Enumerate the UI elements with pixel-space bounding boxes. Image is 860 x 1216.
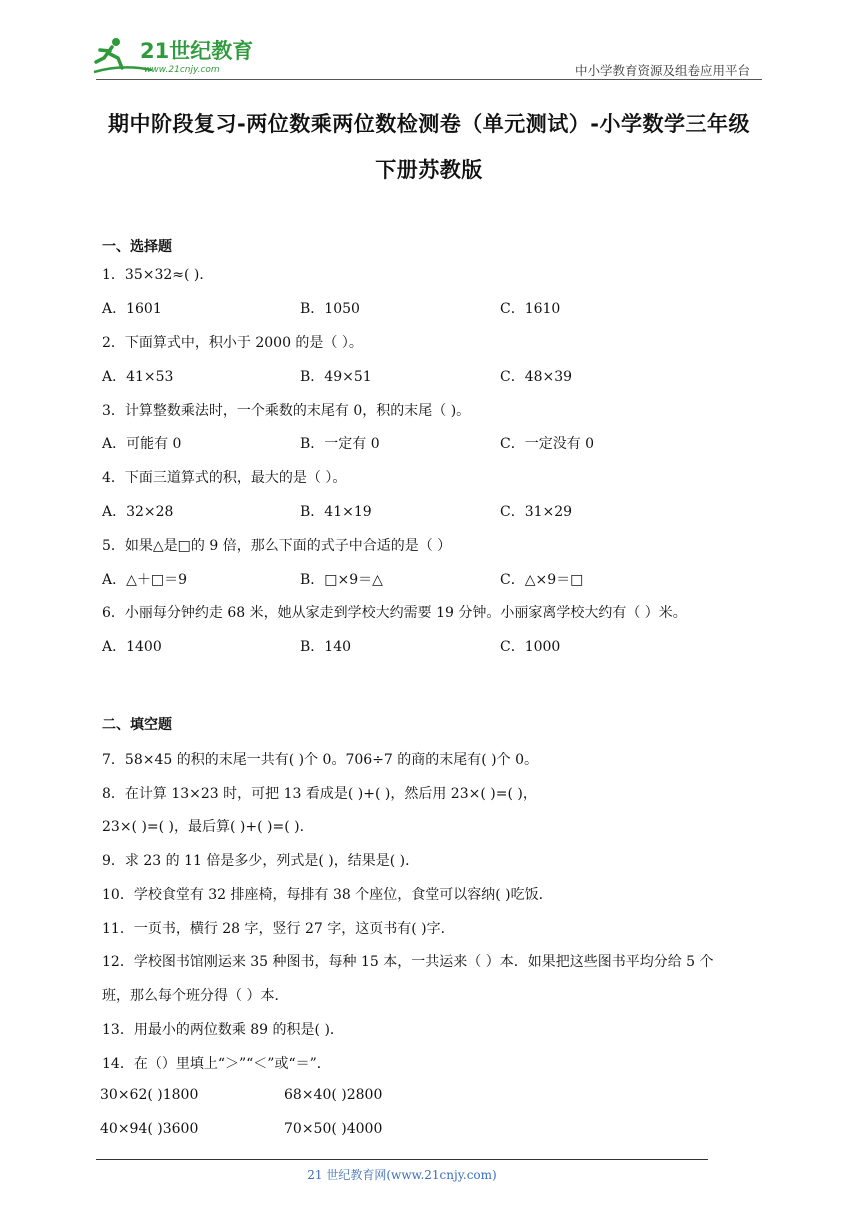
question-5: 5．如果△是□的 9 倍，那么下面的式子中合适的是（ ） bbox=[102, 538, 452, 554]
question-6: 6．小丽每分钟约走 68 米，她从家走到学校大约需要 19 分钟。小丽家离学校大约有（ ）米。 bbox=[102, 605, 687, 621]
question-9: 9．求 23 的 11 倍是多少，列式是( )，结果是( )． bbox=[102, 853, 420, 869]
question-12-line1: 12．学校图书馆刚运来 35 种图书，每种 15 本，一共运来（ ）本．如果把这些图书平均分给 5 个 bbox=[102, 954, 714, 970]
question-14: 14．在（）里填上“＞”“＜”或“＝”． bbox=[102, 1056, 331, 1072]
q5-option-b: B．□×9＝△ bbox=[300, 572, 383, 588]
header-divider bbox=[96, 79, 762, 80]
question-2: 2．下面算式中，积小于 2000 的是（ ）。 bbox=[102, 335, 363, 351]
q1-option-a: A．1601 bbox=[102, 301, 162, 317]
question-11: 11．一页书，横行 28 字，竖行 27 字，这页书有( )字． bbox=[102, 921, 455, 937]
logo-text: 21世纪教育 bbox=[140, 39, 254, 63]
q2-option-c: C．48×39 bbox=[500, 369, 573, 385]
q5-option-c: C．△×9＝□ bbox=[500, 572, 584, 588]
q2-option-b: B．49×51 bbox=[300, 369, 372, 385]
section-heading-choice: 一、选择题 bbox=[102, 239, 172, 255]
section-heading-fill: 二、填空题 bbox=[102, 717, 172, 733]
q3-option-b: B．一定有 0 bbox=[300, 436, 380, 452]
question-8-line2: 23×( )=( )，最后算( )+( )=( )． bbox=[102, 819, 314, 835]
site-logo bbox=[92, 34, 262, 78]
footer-divider bbox=[96, 1159, 708, 1160]
q14-compare-2: 68×40( )2800 bbox=[284, 1087, 383, 1103]
question-12-line2: 班，那么每个班分得（ ）本． bbox=[102, 988, 289, 1004]
footer-text: 21 世纪教育网(www.21cnjy.com) bbox=[307, 1168, 497, 1182]
question-10: 10．学校食堂有 32 排座椅，每排有 38 个座位，食堂可以容纳( )吃饭． bbox=[102, 887, 553, 903]
q4-option-c: C．31×29 bbox=[500, 504, 573, 520]
q14-compare-4: 70×50( )4000 bbox=[284, 1121, 383, 1137]
q3-option-a: A．可能有 0 bbox=[102, 436, 182, 452]
q1-option-c: C．1610 bbox=[500, 301, 561, 317]
question-1: 1．35×32≈( )． bbox=[102, 267, 214, 283]
q14-compare-1: 30×62( )1800 bbox=[100, 1087, 199, 1103]
q14-compare-3: 40×94( )3600 bbox=[100, 1121, 199, 1137]
q4-option-b: B．41×19 bbox=[300, 504, 372, 520]
question-3: 3．计算整数乘法时，一个乘数的末尾有 0，积的末尾（ )。 bbox=[102, 403, 471, 419]
q4-option-a: A．32×28 bbox=[102, 504, 174, 520]
question-13: 13．用最小的两位数乘 89 的积是( )． bbox=[102, 1022, 344, 1038]
question-7: 7．58×45 的积的末尾一共有( )个 0。706÷7 的商的末尾有( )个 0。 bbox=[102, 752, 538, 768]
q5-option-a: A．△＋□＝9 bbox=[102, 572, 188, 588]
q2-option-a: A．41×53 bbox=[102, 369, 174, 385]
question-8-line1: 8．在计算 13×23 时，可把 13 看成是( )+( )，然后用 23×( )=( )， bbox=[102, 786, 537, 802]
platform-label: 中小学教育资源及组卷应用平台 bbox=[575, 63, 751, 78]
logo-url: www.21cnjy.com bbox=[144, 65, 220, 75]
q3-option-c: C．一定没有 0 bbox=[500, 436, 595, 452]
logo-graphic bbox=[92, 34, 262, 78]
document-title-line1: 期中阶段复习-两位数乘两位数检测卷（单元测试）-小学数学三年级 bbox=[108, 112, 750, 136]
question-4: 4．下面三道算式的积，最大的是（ ）。 bbox=[102, 470, 347, 486]
q6-option-a: A．1400 bbox=[102, 639, 162, 655]
q6-option-c: C．1000 bbox=[500, 639, 561, 655]
q1-option-b: B．1050 bbox=[300, 301, 360, 317]
document-title-line2: 下册苏教版 bbox=[375, 158, 483, 182]
q6-option-b: B．140 bbox=[300, 639, 352, 655]
